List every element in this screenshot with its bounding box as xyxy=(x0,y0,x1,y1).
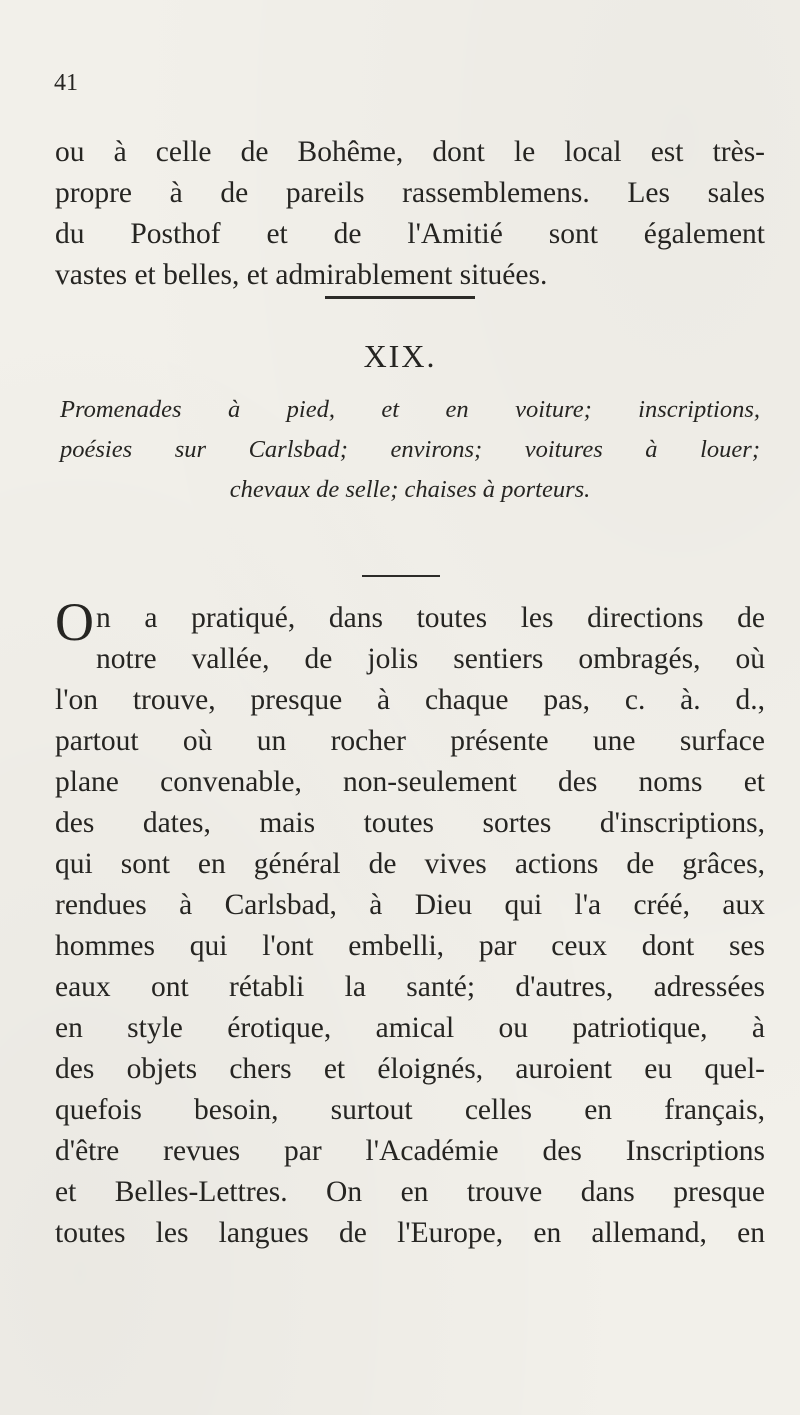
body-line: d'être revues par l'Académie des Inscriptions xyxy=(55,1135,765,1167)
body-line: l'on trouve, presque à chaque pas, c. à. d., xyxy=(55,684,765,716)
intro-line: vastes et belles, et admirablement situées. xyxy=(55,259,548,291)
page-number: 41 xyxy=(54,70,78,96)
drop-cap: O xyxy=(55,592,94,652)
body-line: notre vallée, de jolis sentiers ombragés, où xyxy=(96,643,765,675)
body-line: des dates, mais toutes sortes d'inscriptions, xyxy=(55,807,765,839)
chapter-summary xyxy=(60,390,760,510)
body-line: n a pratiqué, dans toutes les directions de xyxy=(96,602,765,634)
body-line: rendues à Carlsbad, à Dieu qui l'a créé, aux xyxy=(55,889,765,921)
body-line: et Belles-Lettres. On en trouve dans presque xyxy=(55,1176,765,1208)
intro-line: ou à celle de Bohême, dont le local est très- xyxy=(55,136,765,168)
intro-line: propre à de pareils rassemblemens. Les sales xyxy=(55,177,765,209)
intro-paragraph xyxy=(55,132,765,296)
body-paragraph xyxy=(55,592,765,1254)
body-line: hommes qui l'ont embelli, par ceux dont ses xyxy=(55,930,765,962)
intro-line: du Posthof et de l'Amitié sont également xyxy=(55,218,765,250)
body-line: qui sont en général de vives actions de grâces, xyxy=(55,848,765,880)
body-line: en style érotique, amical ou patriotique, à xyxy=(55,1012,765,1044)
body-line: eaux ont rétabli la santé; d'autres, adressées xyxy=(55,971,765,1003)
summary-divider xyxy=(362,575,440,577)
summary-line: poésies sur Carlsbad; environs; voitures à louer; xyxy=(60,436,760,463)
summary-line: chevaux de selle; chaises à porteurs. xyxy=(229,476,591,503)
body-line: toutes les langues de l'Europe, en allemand, en xyxy=(55,1217,765,1249)
body-line: partout où un rocher présente une surface xyxy=(55,725,765,757)
body-line: des objets chers et éloignés, auroient eu quel- xyxy=(55,1053,765,1085)
chapter-number: XIX. xyxy=(363,338,437,374)
body-line: quefois besoin, surtout celles en français, xyxy=(55,1094,765,1126)
body-line: plane convenable, non-seulement des noms et xyxy=(55,766,765,798)
section-divider xyxy=(325,296,475,299)
summary-line: Promenades à pied, et en voiture; inscriptions, xyxy=(60,396,760,423)
